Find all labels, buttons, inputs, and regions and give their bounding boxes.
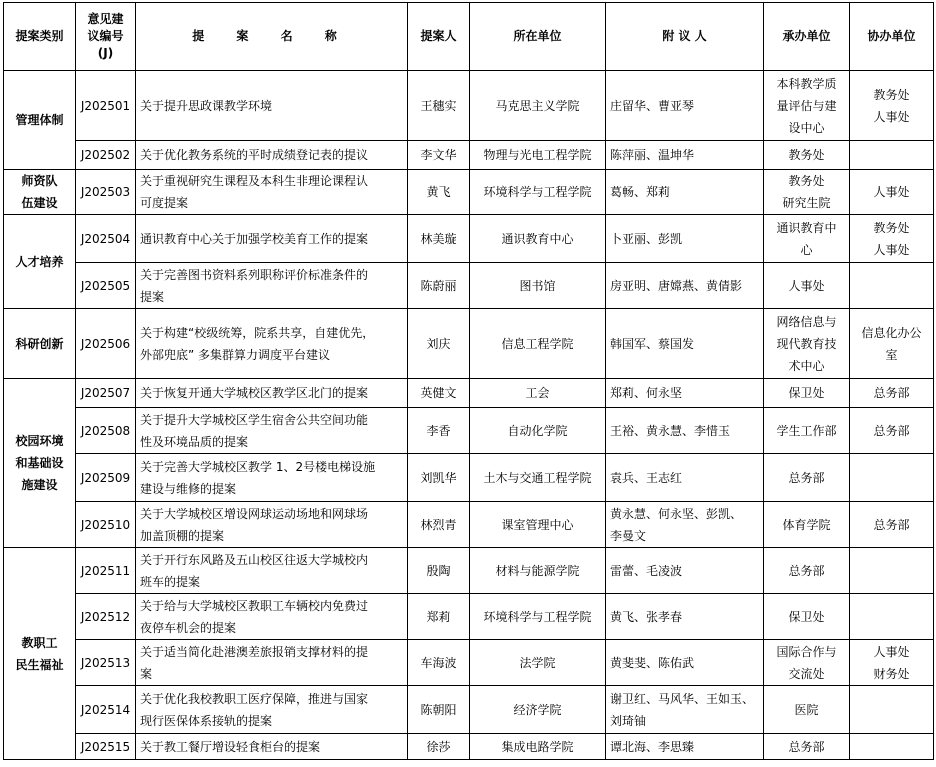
title-cell: 关于教工餐厅增设轻食柜台的提案 [136, 734, 408, 760]
cosigners-cell: 袁兵、王志红 [606, 454, 764, 502]
cosigners-cell: 谢卫红、马风华、王如玉、 刘琦铀 [606, 686, 764, 734]
unit-cell: 材料与能源学院 [470, 548, 606, 594]
code-cell: J202507 [76, 379, 136, 408]
handler-cell: 学生工作部 [764, 408, 850, 454]
category-cell: 人才培养 [4, 215, 76, 309]
handler-cell: 国际合作与 交流处 [764, 640, 850, 686]
assist-cell: 教务处 人事处 [850, 215, 934, 263]
header-code: 意见建 议编号 (J) [76, 3, 136, 71]
handler-cell: 教务处 [764, 141, 850, 170]
unit-cell: 马克思主义学院 [470, 71, 606, 141]
code-cell: J202503 [76, 170, 136, 215]
code-cell: J202514 [76, 686, 136, 734]
table-row [4, 71, 934, 141]
unit-cell: 信息工程学院 [470, 309, 606, 379]
handler-cell: 总务部 [764, 734, 850, 760]
handler-cell: 总务部 [764, 548, 850, 594]
title-cell: 关于适当简化赴港澳差旅报销支撑材料的提 案 [136, 640, 408, 686]
table-row [4, 502, 934, 548]
cosigners-cell: 黄斐斐、陈佑武 [606, 640, 764, 686]
handler-cell: 网络信息与 现代教育技 术中心 [764, 309, 850, 379]
header-row [4, 3, 934, 71]
proposer-cell: 林美璇 [408, 215, 470, 263]
table-row [4, 141, 934, 170]
cosigners-cell: 郑莉、何永坚 [606, 379, 764, 408]
category-cell: 校园环境 和基础设 施建设 [4, 379, 76, 548]
code-cell: J202506 [76, 309, 136, 379]
proposer-cell: 殷陶 [408, 548, 470, 594]
assist-cell [850, 686, 934, 734]
assist-cell [850, 454, 934, 502]
table-row [4, 309, 934, 379]
unit-cell: 环境科学与工程学院 [470, 170, 606, 215]
code-cell: J202513 [76, 640, 136, 686]
category-cell: 师资队 伍建设 [4, 170, 76, 215]
category-cell: 科研创新 [4, 309, 76, 379]
table-row [4, 215, 934, 263]
proposer-cell: 刘庆 [408, 309, 470, 379]
assist-cell [850, 734, 934, 760]
category-cell: 管理体制 [4, 71, 76, 170]
proposer-cell: 黄飞 [408, 170, 470, 215]
proposer-cell: 王穗实 [408, 71, 470, 141]
handler-cell: 总务部 [764, 454, 850, 502]
cosigners-cell: 黄永慧、何永坚、彭凯、 李曼文 [606, 502, 764, 548]
title-cell: 关于完善大学城校区教学 1、2号楼电梯设施 建设与维修的提案 [136, 454, 408, 502]
unit-cell: 集成电路学院 [470, 734, 606, 760]
cosigners-cell: 王裕、黄永慧、李惜玉 [606, 408, 764, 454]
cosigners-cell: 庄留华、曹亚琴 [606, 71, 764, 141]
code-cell: J202511 [76, 548, 136, 594]
table-row [4, 548, 934, 594]
unit-cell: 自动化学院 [470, 408, 606, 454]
proposer-cell: 陈蔚丽 [408, 263, 470, 309]
assist-cell [850, 594, 934, 640]
assist-cell: 人事处 财务处 [850, 640, 934, 686]
cosigners-cell: 葛畅、郑莉 [606, 170, 764, 215]
handler-cell: 保卫处 [764, 379, 850, 408]
handler-cell: 医院 [764, 686, 850, 734]
cosigners-cell: 雷蕾、毛凌波 [606, 548, 764, 594]
assist-cell: 总务部 [850, 502, 934, 548]
proposal-table [3, 2, 934, 760]
assist-cell: 教务处 人事处 [850, 71, 934, 141]
handler-cell: 本科教学质 量评估与建 设中心 [764, 71, 850, 141]
assist-cell: 总务部 [850, 379, 934, 408]
code-cell: J202502 [76, 141, 136, 170]
unit-cell: 经济学院 [470, 686, 606, 734]
cosigners-cell: 陈萍丽、温坤华 [606, 141, 764, 170]
header-cosigners: 附 议 人 [606, 3, 764, 71]
table-row [4, 454, 934, 502]
code-cell: J202512 [76, 594, 136, 640]
code-cell: J202515 [76, 734, 136, 760]
assist-cell: 人事处 [850, 170, 934, 215]
title-cell: 关于优化我校教职工医疗保障，推进与国家 现行医保体系接轨的提案 [136, 686, 408, 734]
code-cell: J202509 [76, 454, 136, 502]
unit-cell: 课室管理中心 [470, 502, 606, 548]
cosigners-cell: 谭北海、李思臻 [606, 734, 764, 760]
handler-cell: 教务处 研究生院 [764, 170, 850, 215]
table-row [4, 408, 934, 454]
title-cell: 关于给与大学城校区教职工车辆校内免费过 夜停车机会的提案 [136, 594, 408, 640]
unit-cell: 图书馆 [470, 263, 606, 309]
unit-cell: 通识教育中心 [470, 215, 606, 263]
handler-cell: 人事处 [764, 263, 850, 309]
title-cell: 通识教育中心关于加强学校美育工作的提案 [136, 215, 408, 263]
proposer-cell: 徐莎 [408, 734, 470, 760]
header-assist: 协办单位 [850, 3, 934, 71]
header-handler: 承办单位 [764, 3, 850, 71]
assist-cell [850, 548, 934, 594]
proposer-cell: 陈朝阳 [408, 686, 470, 734]
table-row [4, 170, 934, 215]
table-row [4, 734, 934, 760]
assist-cell [850, 141, 934, 170]
cosigners-cell: 卜亚丽、彭凯 [606, 215, 764, 263]
table-row [4, 379, 934, 408]
unit-cell: 土木与交通工程学院 [470, 454, 606, 502]
title-cell: 关于重视研究生课程及本科生非理论课程认 可度提案 [136, 170, 408, 215]
unit-cell: 工会 [470, 379, 606, 408]
code-cell: J202501 [76, 71, 136, 141]
proposer-cell: 英健文 [408, 379, 470, 408]
category-cell: 教职工 民生福祉 [4, 548, 76, 760]
header-unit: 所在单位 [470, 3, 606, 71]
unit-cell: 物理与光电工程学院 [470, 141, 606, 170]
header-proposer: 提案人 [408, 3, 470, 71]
handler-cell: 体育学院 [764, 502, 850, 548]
handler-cell: 保卫处 [764, 594, 850, 640]
proposer-cell: 林烈青 [408, 502, 470, 548]
unit-cell: 法学院 [470, 640, 606, 686]
code-cell: J202504 [76, 215, 136, 263]
title-cell: 关于优化教务系统的平时成绩登记表的提议 [136, 141, 408, 170]
table-row [4, 640, 934, 686]
proposer-cell: 刘凯华 [408, 454, 470, 502]
handler-cell: 通识教育中 心 [764, 215, 850, 263]
table-row [4, 263, 934, 309]
proposer-cell: 车海波 [408, 640, 470, 686]
title-cell: 关于构建“校级统筹，院系共享，自建优先， 外部兜底” 多集群算力调度平台建议 [136, 309, 408, 379]
header-category: 提案类别 [4, 3, 76, 71]
code-cell: J202510 [76, 502, 136, 548]
title-cell: 关于提升思政课教学环境 [136, 71, 408, 141]
cosigners-cell: 房亚明、唐嫦燕、黄倩影 [606, 263, 764, 309]
assist-cell: 总务部 [850, 408, 934, 454]
code-cell: J202505 [76, 263, 136, 309]
proposer-cell: 李文华 [408, 141, 470, 170]
table-row [4, 686, 934, 734]
title-cell: 关于提升大学城校区学生宿舍公共空间功能 性及环境品质的提案 [136, 408, 408, 454]
table-row [4, 594, 934, 640]
assist-cell [850, 263, 934, 309]
title-cell: 关于开行东风路及五山校区往返大学城校内 班车的提案 [136, 548, 408, 594]
cosigners-cell: 韩国军、蔡国发 [606, 309, 764, 379]
cosigners-cell: 黄飞、张孝春 [606, 594, 764, 640]
proposer-cell: 郑莉 [408, 594, 470, 640]
title-cell: 关于完善图书资料系列职称评价标准条件的 提案 [136, 263, 408, 309]
header-title: 提 案 名 称 [136, 3, 408, 71]
assist-cell: 信息化办公 室 [850, 309, 934, 379]
title-cell: 关于恢复开通大学城校区教学区北门的提案 [136, 379, 408, 408]
title-cell: 关于大学城校区增设网球运动场地和网球场 加盖顶棚的提案 [136, 502, 408, 548]
proposer-cell: 李香 [408, 408, 470, 454]
code-cell: J202508 [76, 408, 136, 454]
unit-cell: 环境科学与工程学院 [470, 594, 606, 640]
